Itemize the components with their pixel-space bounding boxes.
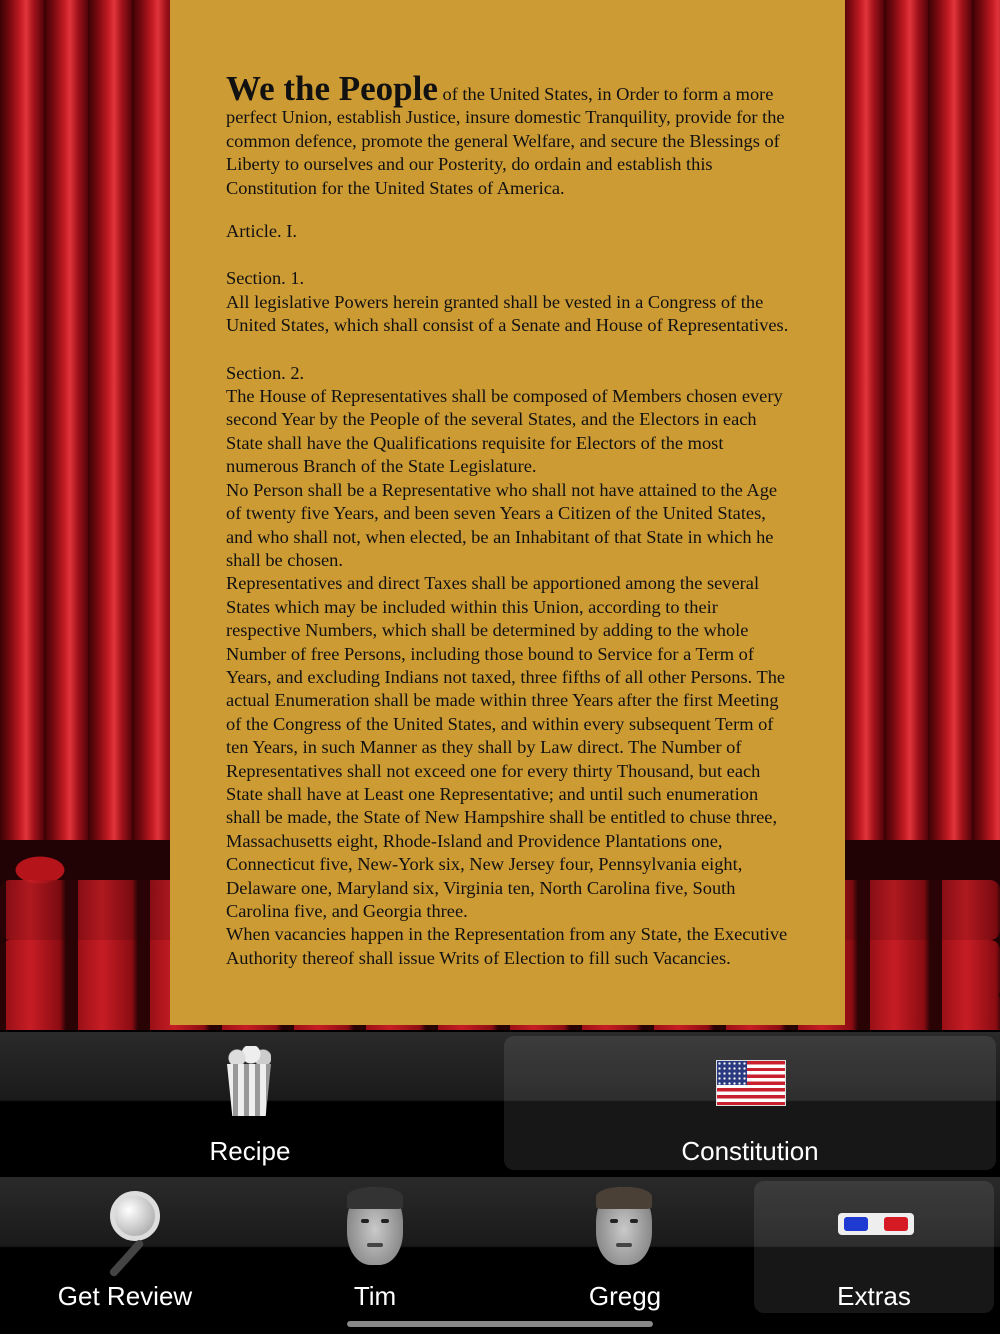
gregg-avatar-icon [596, 1187, 652, 1265]
article-heading: Article. I. [226, 221, 297, 242]
top-tab-bar [0, 1032, 1000, 1174]
section-text: Representatives and direct Taxes shall be apportioned among the several States which may be included within this Union, according to their respective Numbers, which shall be determined by adding to the whole Number of free Persons, including those bound to Service for a Term of Years, and excluding Indians not taxed, three fifths of all other Persons. The actual Enumeration shall be made within three Years after the first Meeting of the Congress of the United States, and within every subsequent Term of ten Years, in such Manner as they shall by Law direct. The Number of Representatives shall not exceed one for every thirty Thousand, but each State shall have at Least one Representative; and until such enumeration shall be made, the State of New Hampshire shall be entitled to chuse three, Massachusetts eight, Rhode-Island and Providence Plantations one, Connecticut five, New-York six, New Jersey four, Pennsylvania eight, Delaware one, Maryland six, Virginia ten, North Carolina five, South Carolina five, and Georgia three. [226, 573, 786, 921]
tab-gregg[interactable] [500, 1177, 750, 1334]
preamble-text: of the United States, in Order to form a more perfect Union, establish Justice, insure domestic Tranquility, provide for the common defence, promote the general Welfare, and secure the Blessings of Liberty to ourselves and our Posterity, do ordain and establish this Constitution for the United States of America. [226, 84, 785, 198]
magnifier-icon [88, 1187, 164, 1273]
home-indicator[interactable] [347, 1321, 653, 1327]
3d-glasses-icon [838, 1207, 914, 1237]
preamble-lead: We the People [226, 69, 438, 108]
section-text: All legislative Powers herein granted shall be vested in a Congress of the United States, which shall consist of a Senate and House of Representatives. [226, 291, 789, 336]
tab-label: Gregg [588, 1281, 662, 1311]
tab-label: Tim [353, 1281, 397, 1311]
tim-avatar-icon [347, 1187, 403, 1265]
section-text: When vacancies happen in the Representation from any State, the Executive Authority thereof shall issue Writs of Election to fill such Vacancies. [226, 924, 788, 968]
tab-label: Extras [837, 1281, 911, 1311]
us-flag-icon [716, 1060, 786, 1106]
tab-label: Constitution [681, 1136, 819, 1166]
preamble [226, 69, 789, 200]
left-curtain [0, 0, 175, 860]
popcorn-icon [223, 1046, 275, 1116]
tab-recipe[interactable] [0, 1032, 500, 1174]
right-curtain [840, 0, 1000, 860]
section-text: The House of Representatives shall be composed of Members chosen every second Year by the People of the several States, and the Electors in each State shall have the Qualifications requisite for Electors of the most numerous Branch of the State Legislature. [226, 386, 783, 477]
tab-get-review[interactable] [0, 1177, 250, 1334]
tab-tim[interactable] [250, 1177, 500, 1334]
constitution-document[interactable] [170, 0, 845, 1025]
tab-constitution[interactable] [504, 1036, 996, 1170]
section-1 [226, 267, 789, 337]
section-text: No Person shall be a Representative who shall not have attained to the Age of twenty five Years, and been seven Years a Citizen of the United States, and who shall not, when elected, be an Inhabitant of that State in which he shall be chosen. [226, 479, 778, 570]
section-heading: Section. 1. [226, 268, 305, 289]
section-2 [226, 362, 789, 971]
tab-label: Get Review [57, 1281, 193, 1311]
tab-extras[interactable] [754, 1181, 994, 1313]
section-heading: Section. 2. [226, 362, 305, 383]
bottom-tab-bar [0, 1177, 1000, 1334]
tab-label: Recipe [209, 1136, 291, 1166]
